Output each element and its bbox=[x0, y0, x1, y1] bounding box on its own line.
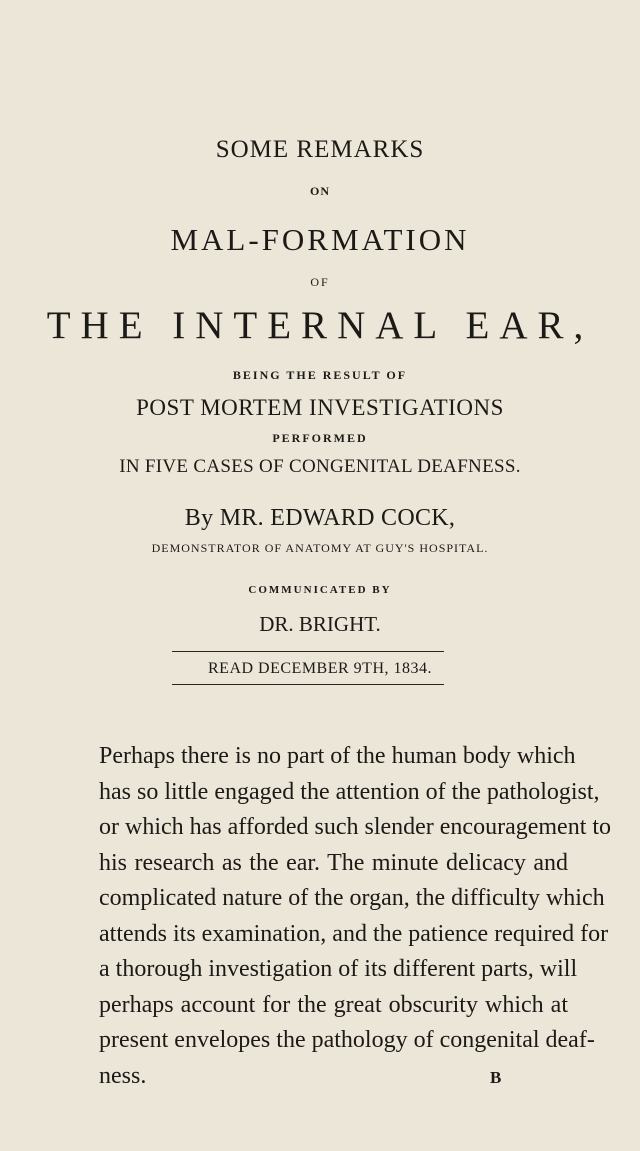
body-line: or which has afforded such slender encouragement to bbox=[99, 814, 612, 840]
read-date: READ DECEMBER 9TH, 1834. bbox=[208, 660, 432, 677]
body-line: perhaps account for the great obscurity which at bbox=[99, 991, 568, 1018]
communicator-name: DR. BRIGHT. bbox=[259, 612, 381, 636]
subheading-performed: PERFORMED bbox=[272, 431, 368, 445]
author-role: DEMONSTRATOR OF ANATOMY AT GUY'S HOSPITAL. bbox=[151, 541, 489, 555]
body-line: attends its examination, and the patience required for bbox=[99, 920, 609, 947]
author-line: By MR. EDWARD COCK, bbox=[184, 505, 456, 531]
subheading-five-cases: IN FIVE CASES OF CONGENITAL DEAFNESS. bbox=[119, 456, 521, 477]
heading-some-remarks: SOME REMARKS bbox=[215, 136, 425, 163]
body-line: Perhaps there is no part of the human body which bbox=[99, 743, 576, 769]
bottom-rule bbox=[172, 684, 444, 685]
body-line: ness. bbox=[99, 1062, 147, 1089]
heading-of: OF bbox=[310, 275, 330, 289]
heading-mal-formation: MAL-FORMATION bbox=[170, 222, 470, 257]
body-line: present envelopes the pathology of congenital deaf- bbox=[99, 1027, 595, 1053]
heading-on: ON bbox=[310, 184, 330, 198]
signature-mark: B bbox=[490, 1068, 502, 1087]
top-rule bbox=[172, 651, 444, 652]
subheading-post-mortem: POST MORTEM INVESTIGATIONS bbox=[136, 395, 504, 420]
body-line: complicated nature of the organ, the difficulty which bbox=[99, 885, 605, 911]
heading-internal-ear: THE INTERNAL EAR, bbox=[46, 304, 594, 347]
body-line: his research as the ear. The minute delicacy and bbox=[99, 849, 568, 876]
body-line: a thorough investigation of its different parts, will bbox=[99, 956, 578, 982]
subheading-being-result: BEING THE RESULT OF bbox=[232, 368, 408, 382]
body-line: has so little engaged the attention of the pathologist, bbox=[99, 778, 600, 805]
communicated-by: COMMUNICATED BY bbox=[248, 584, 392, 596]
body-paragraph bbox=[99, 739, 612, 1094]
